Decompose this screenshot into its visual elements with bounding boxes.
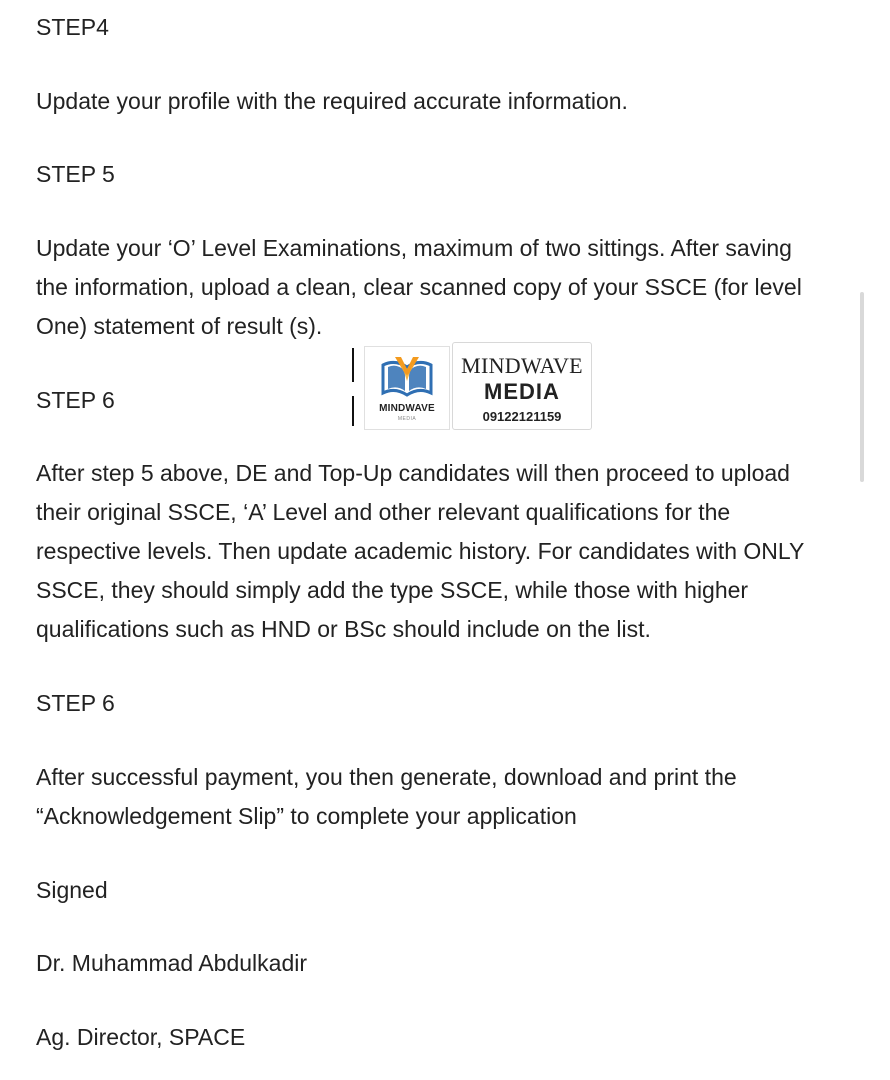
logo-brand-box (452, 342, 592, 430)
brand-subname: MEDIA (484, 379, 560, 404)
step6-line: respective levels. Then update academic history. For candidates with ONLY (36, 538, 805, 564)
logo-emblem (364, 346, 450, 430)
step6-second-paragraph (36, 758, 851, 836)
step5-line: the information, upload a clean, clear scanned copy of your SSCE (for level (36, 274, 802, 300)
emblem-subtext: MEDIA (397, 416, 417, 422)
step6-line: their original SSCE, ‘A’ Level and other relevant qualifications for the (36, 499, 731, 525)
step5-line: One) statement of result (s). (36, 313, 323, 339)
book-flame-icon (365, 347, 449, 403)
step6-line: qualifications such as HND or BSc should include on the list. (36, 616, 651, 642)
signed-label: Signed (36, 877, 108, 903)
step6-second-line: After successful payment, you then generate, download and print the (36, 764, 737, 790)
brand-name: MINDWAVE (461, 353, 583, 378)
signatory-title: Ag. Director, SPACE (36, 1024, 246, 1050)
emblem-text: MINDWAVE (379, 403, 435, 414)
step4-heading: STEP4 (36, 14, 109, 40)
step6-line: SSCE, they should simply add the type SSCE, while those with higher (36, 577, 749, 603)
step5-heading: STEP 5 (36, 161, 115, 187)
brand-phone: 09122121159 (482, 409, 562, 424)
step6-paragraph (36, 454, 851, 649)
step5-line: Update your ‘O’ Level Examinations, maximum of two sittings. After saving (36, 235, 792, 261)
signatory-name: Dr. Muhammad Abdulkadir (36, 950, 308, 976)
logo-divider (352, 396, 354, 426)
step6-second-line: “Acknowledgement Slip” to complete your application (36, 803, 577, 829)
step5-paragraph (36, 229, 851, 346)
step6-second-heading: STEP 6 (36, 690, 115, 716)
step4-text: Update your profile with the required accurate information. (36, 88, 628, 114)
step6-heading: STEP 6 (36, 387, 115, 413)
step6-line: After step 5 above, DE and Top-Up candidates will then proceed to upload (36, 460, 790, 486)
scrollbar-thumb[interactable] (860, 292, 864, 482)
logo-divider (352, 348, 354, 382)
mindwave-media-logo (350, 340, 593, 432)
